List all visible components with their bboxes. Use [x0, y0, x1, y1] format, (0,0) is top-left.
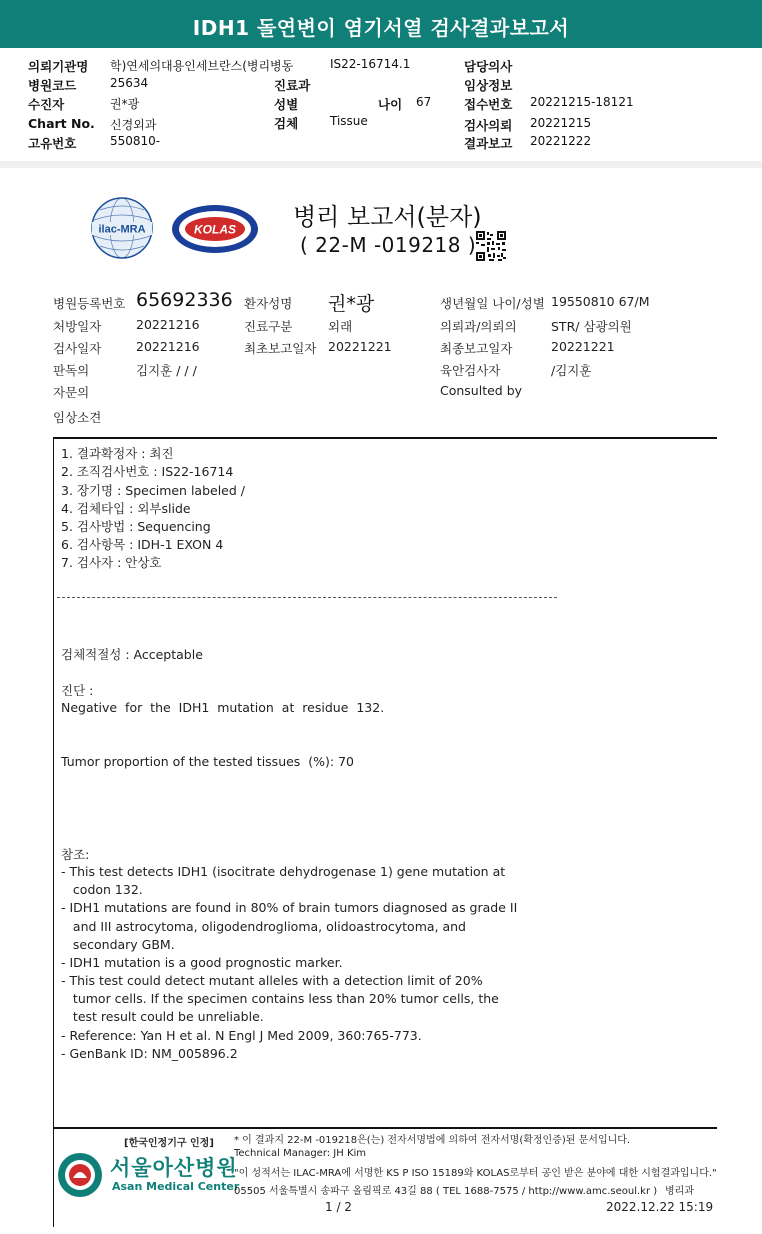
kolas-logo — [170, 203, 260, 255]
footer-address: 05505 서울특별시 송파구 올림픽로 43길 88 ( TEL 1688-7575 / http://www.amc.seoul.kr ) — [234, 1186, 658, 1197]
amc-emblem-icon — [57, 1152, 103, 1198]
print-datetime: 2022.12.22 15:19 — [606, 1200, 714, 1214]
report-type-title: 병리 보고서(분자) — [293, 203, 482, 231]
note-line: and III astrocytoma, oligodendroglioma, olidoastrocytoma, and — [61, 919, 466, 934]
label-report-date: 결과보고 — [464, 136, 513, 151]
label-chart-no: Chart No. — [28, 116, 95, 131]
note-line: - IDH1 mutations are found in 80% of brain tumors diagnosed as grade II — [61, 900, 518, 915]
result-item: 5. 검사방법 : Sequencing — [61, 519, 211, 534]
value-age: 67 — [416, 95, 432, 109]
result-item: 7. 검사자 : 안상호 — [61, 555, 162, 570]
page-number: 1 / 2 — [325, 1200, 352, 1214]
label-receipt-no: 접수번호 — [464, 97, 513, 112]
kolas-logo-text: KOLAS — [194, 222, 236, 237]
value-report-date: 20221222 — [530, 134, 592, 148]
value-rx-date: 20221216 — [136, 317, 200, 332]
qr-code-icon — [476, 231, 506, 261]
label-requesting-institution: 의뢰기관명 — [28, 59, 89, 74]
dashed-separator — [57, 597, 557, 598]
label-clinical-findings: 임상소견 — [53, 410, 102, 425]
value-request-date: 20221215 — [530, 116, 592, 130]
label-final-report: 최종보고일자 — [440, 341, 513, 356]
report-number: ( 22-M -019218 ) — [300, 233, 477, 257]
value-referring: STR/ 삼광의원 — [551, 319, 632, 334]
label-request-date: 검사의뢰 — [464, 118, 513, 133]
label-hospital-code: 병원코드 — [28, 78, 77, 93]
ilac-logo-text: ilac-MRA — [98, 223, 146, 236]
value-patient-name: 권*광 — [328, 293, 375, 315]
label-sex: 성별 — [274, 97, 299, 112]
request-info-block — [0, 51, 762, 161]
value-chart-no: 신경외과 — [110, 118, 157, 132]
result-item: 4. 검체타입 : 외부slide — [61, 501, 191, 516]
value-first-report: 20221221 — [328, 339, 392, 354]
result-item: 1. 결과확정자 : 최진 — [61, 446, 174, 461]
result-item: 3. 장기명 : Specimen labeled / — [61, 483, 245, 498]
result-item: 6. 검사항목 : IDH-1 EXON 4 — [61, 537, 224, 552]
value-exam-date: 20221216 — [136, 339, 200, 354]
notes-label: 참조: — [61, 847, 90, 862]
label-first-report: 최초보고일자 — [244, 341, 317, 356]
value-specimen-id: IS22-16714.1 — [330, 57, 411, 71]
specimen-adequacy: 검체적절성 : Acceptable — [61, 647, 203, 662]
label-physician: 담당의사 — [464, 59, 513, 74]
label-department: 진료과 — [274, 78, 311, 93]
footer-accreditation-note: "이 성적서는 ILAC-MRA에 서명한 KS P ISO 15189와 KOLAS로부터 공인 받은 분야에 대한 시험결과입니다." — [234, 1168, 717, 1179]
footer-department: 병리과 — [665, 1186, 694, 1197]
diagnosis-text: Negative for the IDH1 mutation at residue 132. — [61, 700, 385, 715]
value-reg-no: 65692336 — [136, 289, 233, 311]
label-exam-date: 검사일자 — [53, 341, 102, 356]
ilac-mra-logo — [90, 196, 154, 260]
value-unique-no: 550810- — [110, 134, 161, 148]
section-rule — [53, 437, 717, 439]
value-final-report: 20221221 — [551, 339, 615, 354]
note-line: - GenBank ID: NM_005896.2 — [61, 1046, 238, 1061]
label-age: 나이 — [378, 97, 403, 112]
label-rx-date: 처방일자 — [53, 319, 102, 334]
note-line: - IDH1 mutation is a good prognostic marker. — [61, 955, 343, 970]
value-visit-type: 외래 — [328, 319, 353, 334]
note-line: codon 132. — [61, 882, 143, 897]
value-birth-age-sex: 19550810 67/M — [551, 294, 650, 309]
label-reader: 판독의 — [53, 363, 90, 378]
value-receipt-no: 20221215-18121 — [530, 95, 634, 109]
value-hospital-code: 25634 — [110, 76, 149, 90]
label-advisor: 자문의 — [53, 385, 90, 400]
accreditation-label: [한국인정기구 인정] — [124, 1138, 214, 1149]
label-reg-no: 병원등록번호 — [53, 296, 126, 311]
note-line: secondary GBM. — [61, 937, 175, 952]
section-left-border — [53, 437, 54, 1227]
footer-rule — [53, 1127, 717, 1129]
label-gross: 육안검사자 — [440, 363, 501, 378]
label-referring: 의뢰과/의뢰의 — [440, 319, 517, 334]
result-item: 2. 조직검사번호 : IS22-16714 — [61, 464, 234, 479]
tumor-proportion: Tumor proportion of the tested tissues (%): 70 — [61, 754, 354, 769]
note-line: - This test could detect mutant alleles with a detection limit of 20% — [61, 973, 483, 988]
label-clinical-info: 임상정보 — [464, 78, 513, 93]
label-patient-name: 환자성명 — [244, 296, 293, 311]
note-line: - Reference: Yan H et al. N Engl J Med 2009, 360:765-773. — [61, 1028, 422, 1043]
label-visit-type: 진료구분 — [244, 319, 293, 334]
value-requesting-institution: 학)연세의대용인세브란스(병리병동 — [110, 59, 294, 73]
label-birth-age-sex: 생년월일 나이/성별 — [440, 296, 545, 311]
value-patient: 권*광 — [110, 97, 140, 111]
label-unique-no: 고유번호 — [28, 136, 77, 151]
hospital-name-korean: 서울아산병원 — [110, 1156, 238, 1180]
hospital-name-english: Asan Medical Center — [112, 1180, 240, 1193]
footer-esign-note: * 이 결과지 22-M -019218은(는) 전자서명법에 의하여 전자서명(확정인증)된 문서입니다. — [234, 1135, 631, 1146]
value-specimen: Tissue — [330, 114, 368, 128]
diagnosis-label: 진단 : — [61, 683, 94, 698]
label-consulted-by: Consulted by — [440, 383, 523, 398]
label-specimen: 검체 — [274, 116, 299, 131]
note-line: test result could be unreliable. — [61, 1009, 264, 1024]
value-reader: 김지훈 / / / — [136, 363, 197, 378]
value-gross: /김지훈 — [551, 363, 592, 378]
report-title-bar — [0, 0, 762, 48]
footer-technical-manager: Technical Manager: JH Kim — [234, 1148, 367, 1159]
label-patient: 수진자 — [28, 97, 65, 112]
note-line: tumor cells. If the specimen contains less than 20% tumor cells, the — [61, 991, 499, 1006]
note-line: - This test detects IDH1 (isocitrate dehydrogenase 1) gene mutation at — [61, 864, 506, 879]
report-title: IDH1 돌연변이 염기서열 검사결과보고서 — [192, 16, 570, 40]
